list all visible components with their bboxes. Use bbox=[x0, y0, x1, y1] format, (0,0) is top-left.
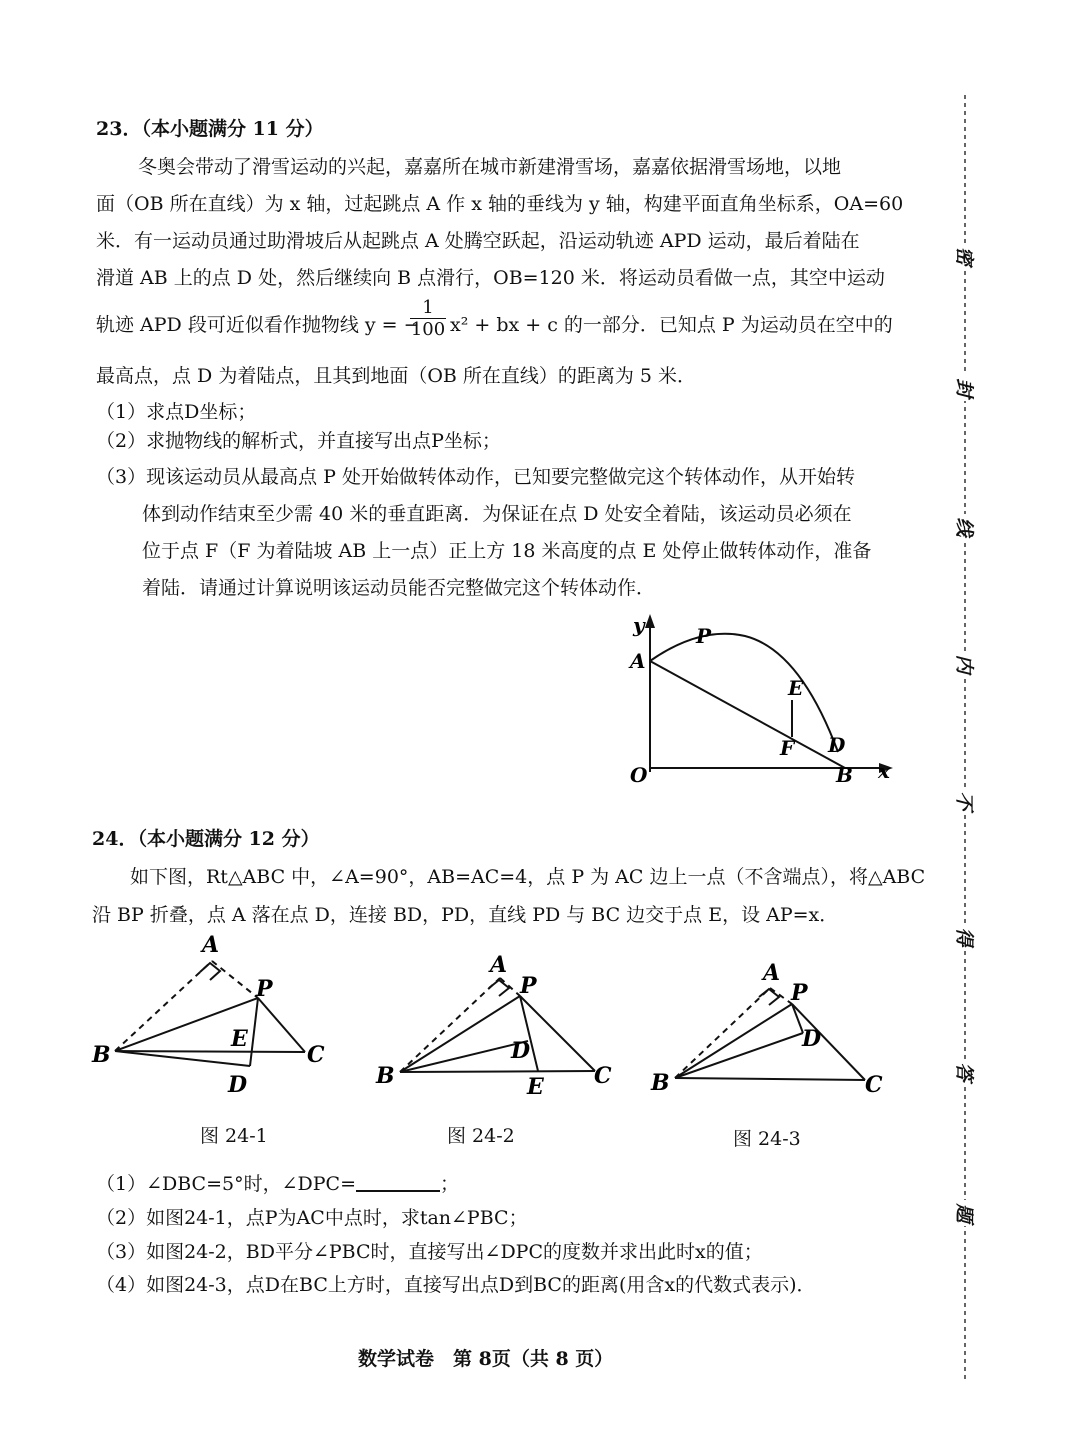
q23-subquestion-3-line-2: 体到动作结束至少需 40 米的垂直距离．为保证在点 D 处安全着陆，该运动员必须在 bbox=[142, 503, 852, 525]
fig1-label-d: D bbox=[228, 1072, 248, 1098]
label-p: P bbox=[696, 624, 712, 648]
label-y: y bbox=[633, 613, 645, 637]
q23-subquestion-1: （1）求点D坐标； bbox=[96, 401, 257, 423]
page-footer: 数学试卷 第 8页（共 8 页） bbox=[358, 1348, 614, 1370]
fig2-label-d: D bbox=[511, 1038, 531, 1064]
label-o: O bbox=[630, 763, 648, 787]
fig3-label-d: D bbox=[802, 1026, 822, 1052]
q23-paragraph-line-4: 滑道 AB 上的点 D 处，然后继续向 B 点滑行，OB=120 米．将运动员看做一点，其空中运动 bbox=[96, 267, 885, 289]
fig2-label-a: A bbox=[490, 952, 508, 978]
q24-paragraph-line-2: 沿 BP 折叠，点 A 落在点 D，连接 BD，PD，直线 PD 与 BC 边交于点 E，设 AP=x． bbox=[92, 904, 839, 926]
fig2-label-p: P bbox=[520, 973, 537, 999]
q24-paragraph-line-1: 如下图，Rt△ABC 中，∠A=90°，AB=AC=4，点 P 为 AC 边上一点（不含端点），将△ABC bbox=[130, 866, 926, 888]
fig3-label-a: A bbox=[763, 960, 781, 986]
q24-subquestion-4: （4）如图24-3，点D在BC上方时，直接写出点D到BC的距离(用含x的代数式表示)． bbox=[96, 1274, 816, 1296]
answer-blank[interactable] bbox=[356, 1172, 440, 1192]
label-e: E bbox=[788, 676, 804, 700]
binding-char-4: 内 bbox=[953, 654, 975, 674]
binding-char-8: 题 bbox=[953, 1203, 975, 1223]
q23-subquestion-2: （2）求抛物线的解析式，并直接写出点P坐标； bbox=[96, 430, 501, 452]
q24-subquestion-1 bbox=[96, 1172, 459, 1196]
fraction-numerator: 1 bbox=[422, 297, 434, 318]
fig1-label-c: C bbox=[307, 1042, 325, 1068]
q24-header: 24．（本小题满分 12 分） bbox=[92, 828, 320, 850]
q23-subquestion-3-line-3: 位于点 F（F 为着陆坡 AB 上一点）正上方 18 米高度的点 E 处停止做转体动作，准备 bbox=[142, 540, 872, 562]
fig2-label-c: C bbox=[594, 1063, 612, 1089]
q24-subquestion-2: （2）如图24-1，点P为AC中点时，求tan∠PBC； bbox=[96, 1207, 528, 1229]
q24-subquestion-3: （3）如图24-2，BD平分∠PBC时，直接写出∠DPC的度数并求出此时x的值； bbox=[96, 1241, 763, 1263]
caption-figure-24-1: 图 24-1 bbox=[200, 1125, 268, 1147]
fig3-label-b: B bbox=[651, 1070, 670, 1096]
q23-paragraph-line-3: 米．有一运动员通过助滑坡后从起跳点 A 处腾空跃起，沿运动轨迹 APD 运动，最后着陆在 bbox=[96, 230, 860, 252]
q24-s1-end: ； bbox=[440, 1173, 460, 1195]
label-b: B bbox=[836, 763, 853, 787]
label-d: D bbox=[828, 733, 846, 757]
fig2-label-e: E bbox=[527, 1074, 544, 1100]
label-x: x bbox=[878, 759, 890, 783]
binding-char-1: 密 bbox=[953, 246, 975, 266]
q23-paragraph-line-5-start: 轨迹 APD 段可近似看作抛物线 y = − bbox=[96, 314, 420, 336]
binding-char-3: 线 bbox=[953, 517, 975, 537]
fig1-label-a: A bbox=[202, 932, 220, 958]
q23-header: 23．（本小题满分 11 分） bbox=[96, 118, 324, 140]
binding-char-7: 答 bbox=[953, 1062, 975, 1082]
fig3-label-p: P bbox=[791, 980, 808, 1006]
fig1-label-b: B bbox=[92, 1042, 111, 1068]
q24-s1-text: （1）∠DBC=5°时，∠DPC= bbox=[96, 1173, 356, 1195]
binding-char-5: 不 bbox=[953, 791, 975, 811]
q23-paragraph-line-6: 最高点，点 D 为着陆点，且其到地面（OB 所在直线）的距离为 5 米． bbox=[96, 365, 697, 387]
q23-paragraph-line-2: 面（OB 所在直线）为 x 轴，过起跳点 A 作 x 轴的垂线为 y 轴，构建平面直角坐标系，OA=60 bbox=[96, 193, 904, 215]
caption-figure-24-3: 图 24-3 bbox=[733, 1128, 801, 1150]
q23-paragraph-line-5-end: x² + bx + c 的一部分．已知点 P 为运动员在空中的 bbox=[450, 314, 893, 336]
fig1-label-e: E bbox=[231, 1026, 248, 1052]
binding-line bbox=[950, 95, 980, 1380]
label-f: F bbox=[780, 736, 795, 760]
figure-24-2 bbox=[375, 952, 612, 1100]
binding-char-6: 得 bbox=[953, 927, 975, 947]
label-a: A bbox=[630, 649, 646, 673]
fig3-label-c: C bbox=[865, 1072, 883, 1098]
fraction-denominator: 100 bbox=[410, 319, 446, 340]
q23-subquestion-3-line-4: 着陆．请通过计算说明该运动员能否完整做完这个转体动作． bbox=[142, 577, 656, 599]
figure-24-1 bbox=[91, 932, 325, 1098]
q23-paragraph-line-1: 冬奥会带动了滑雪运动的兴起，嘉嘉所在城市新建滑雪场，嘉嘉依据滑雪场地，以地 bbox=[138, 156, 842, 178]
figure-24-3 bbox=[650, 960, 883, 1098]
binding-char-2: 封 bbox=[953, 378, 975, 398]
fig2-label-b: B bbox=[376, 1063, 395, 1089]
caption-figure-24-2: 图 24-2 bbox=[447, 1125, 515, 1147]
q23-subquestion-3-line-1: （3）现该运动员从最高点 P 处开始做转体动作，已知要完整做完这个转体动作，从开始转 bbox=[96, 466, 855, 488]
fig1-label-p: P bbox=[256, 976, 273, 1002]
